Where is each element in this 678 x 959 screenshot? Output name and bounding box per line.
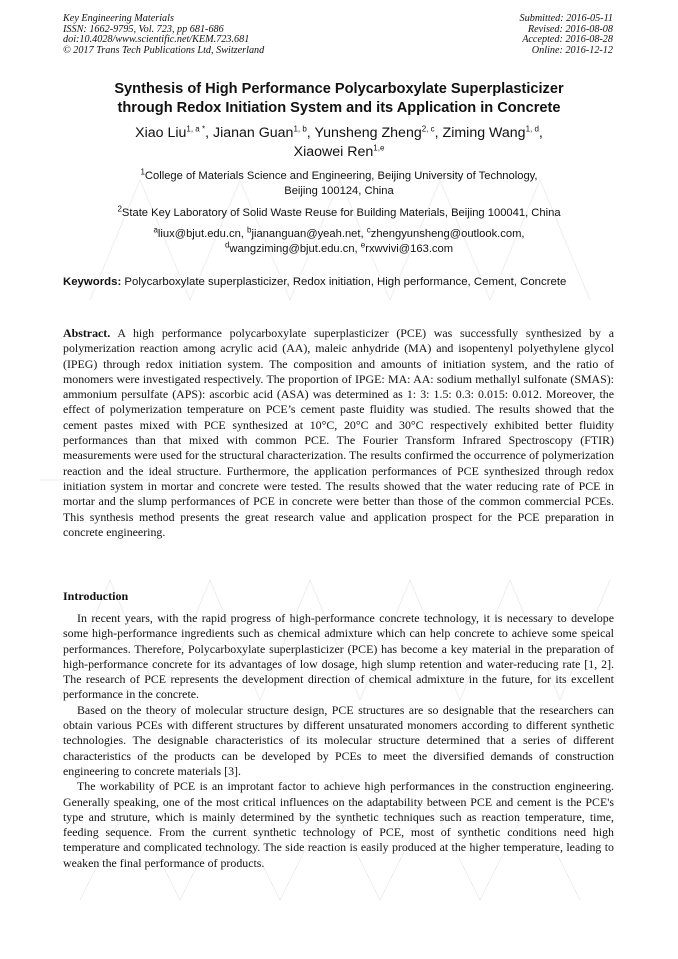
paragraph: The workability of PCE is an improtant factor to achieve high performances in the construction engineering. Generally speaking, one of the most critical influences on the adaptability between PCE and cement is the PCE's type and struture, which is mainly determined by the synthetic techniques such as reaction temperature, time, feeding sequence. From the current synthetic technology of PCE, most of synthetic conditions need high temperature and complicated technology. The side reaction is easily produced at the higher temperature, leading to weaken the final performance of products. bbox=[63, 779, 614, 870]
affiliation-2 bbox=[40, 206, 638, 221]
affiliation-sup: 1 bbox=[140, 167, 145, 177]
email-link[interactable]: zhengyunsheng@outlook.com, bbox=[370, 228, 525, 240]
author-sup: 1,e bbox=[373, 143, 385, 153]
email-sup: e bbox=[360, 239, 366, 249]
email-link[interactable]: jiananguan@yeah.net, bbox=[251, 228, 364, 240]
affiliation-line: Beijing 100124, China bbox=[284, 184, 394, 197]
journal-doi: doi:10.4028/www.scientific.net/KEM.723.681 bbox=[63, 34, 250, 46]
paper-title bbox=[40, 80, 638, 118]
author-sup: 1, b bbox=[293, 124, 307, 134]
author-name: Yunsheng Zheng bbox=[314, 125, 422, 141]
abstract bbox=[63, 326, 614, 540]
author-name: Ziming Wang bbox=[442, 125, 526, 141]
journal-name: Key Engineering Materials bbox=[63, 13, 174, 24]
email-link[interactable]: rxwvivi@163.com bbox=[365, 242, 454, 255]
author-name: Xiao Liu bbox=[135, 125, 187, 141]
date-online: Online: 2016-12-12 bbox=[531, 44, 613, 56]
email-sup: b bbox=[247, 225, 252, 235]
email-link[interactable]: liux@bjut.edu.cn, bbox=[157, 228, 244, 240]
author-name: Jianan Guan bbox=[212, 125, 294, 141]
email-list bbox=[40, 227, 638, 256]
affiliation-line: State Key Laboratory of Solid Waste Reuse for Building Materials, Beijing 100041, China bbox=[121, 207, 561, 219]
email-link[interactable]: wangziming@bjut.edu.cn, bbox=[229, 242, 358, 255]
paragraph: In recent years, with the rapid progress of high-performance concrete technology, it is necessary to develope some high-performance ingredients such as chemical admixture which can help concrete to achieve some speical performances. Therefore, Polycarboxylate superplasticizer (PCE) has become a key material in the preparation of high-performance concrete for its advantages of low dosage, high slump retention and water-reducing rate [1, 2]. The research of PCE represents the development direction of chemical admixture in the future, for its excellent performance in the concrete. bbox=[63, 611, 614, 702]
author-sup: 1, d bbox=[525, 124, 539, 134]
publication-dates bbox=[520, 14, 613, 56]
journal-info bbox=[63, 14, 264, 56]
journal-issn: ISSN: 1662-9795, Vol. 723, pp 681-686 bbox=[63, 23, 224, 35]
date-submitted: Submitted: 2016-05-11 bbox=[519, 13, 613, 24]
affiliation-line: College of Materials Science and Engineering, Beijing University of Technology, bbox=[144, 170, 538, 182]
email-sup: d bbox=[224, 239, 230, 249]
author-sup: 2, c bbox=[421, 124, 435, 134]
email-sup: a bbox=[153, 225, 158, 235]
authors-line-2 bbox=[40, 143, 638, 162]
affiliation-sup: 2 bbox=[117, 204, 122, 214]
abstract-text: A high performance polycarboxylate superplasticizer (PCE) was successfully synthesized by a polymerization reaction among acrylic acid (AA), maleic anhydride (MA) and isopentenyl polyethylene glycol (IPEG) through redox initiation system. The composition and amounts of initiation system, and the ratio of monomers were investigated respectively. The proportion of IPGE: MA: AA: sodium methallyl sulfonate (SMAS): ammonium persulfate (APS): ascorbic acid (ASA) was determined as 1: 3: 1.5: 0.3: 0.015: 0.012. Moreover, the effect of polymerization temperature on PCE’s cement paste fluidity was studied. The results showed that the cement pastes mixed with PCE synthesized at 10°C, 20°C and 30°C respectively exhibited better fluidity performances than that mixed with common PCE. The Fourier Transform Infrared Spectroscopy (FTIR) measurements were used for the structural characterization. The results confirmed the occurrence of polymerization reaction and the ideal structure. Furthermore, the application performances of PCE synthesized through redox initiation system in mortar and concrete were tested. The results showed that the water reducing rate of PCE in mortar and the slump performances of PCE in concrete were better than those of the common commercial PCEs. This synthesis method presents the great research value and application prospect for the PCE preparation in concrete engineering. bbox=[63, 326, 614, 539]
abstract-label: Abstract. bbox=[63, 326, 111, 340]
section-heading-introduction: Introduction bbox=[63, 589, 129, 603]
title-line-2: through Redox Initiation System and its Application in Concrete bbox=[117, 100, 561, 116]
keywords-label: Keywords: bbox=[63, 276, 122, 288]
keywords bbox=[63, 275, 613, 290]
title-line-1: Synthesis of High Performance Polycarboxylate Superplasticizer bbox=[114, 81, 564, 97]
affiliation-1 bbox=[40, 169, 638, 198]
date-accepted: Accepted: 2016-08-28 bbox=[522, 34, 613, 46]
keywords-text: Polycarboxylate superplasticizer, Redox initiation, High performance, Cement, Concrete bbox=[124, 276, 567, 288]
journal-copyright: © 2017 Trans Tech Publications Ltd, Switzerland bbox=[63, 44, 265, 56]
author-name: Xiaowei Ren bbox=[293, 144, 374, 160]
email-sup: c bbox=[366, 225, 371, 235]
introduction-body bbox=[63, 611, 614, 871]
authors-line-1: Xiao Liu$^{1, a *}$, Jianan Guan$^{1, b}$, Yunsheng Zheng$^{2, c}$, Ziming Wang$^{1, d}$, bbox=[135, 124, 543, 141]
date-revised: Revised: 2016-08-08 bbox=[527, 23, 613, 35]
paragraph: Based on the theory of molecular structure design, PCE structures are so designable that the researchers can obtain various PCEs with different structures by different unsaturated monomers according to different synthetic technologies. The designable characteristics of its molecular structure determined that a series of different characteristics of the products can be developed by PCEs to meet the diversified demands of construction engineering to concrete materials [3]. bbox=[63, 702, 614, 778]
author-sup: 1, a * bbox=[186, 124, 206, 134]
author-list bbox=[40, 124, 638, 162]
